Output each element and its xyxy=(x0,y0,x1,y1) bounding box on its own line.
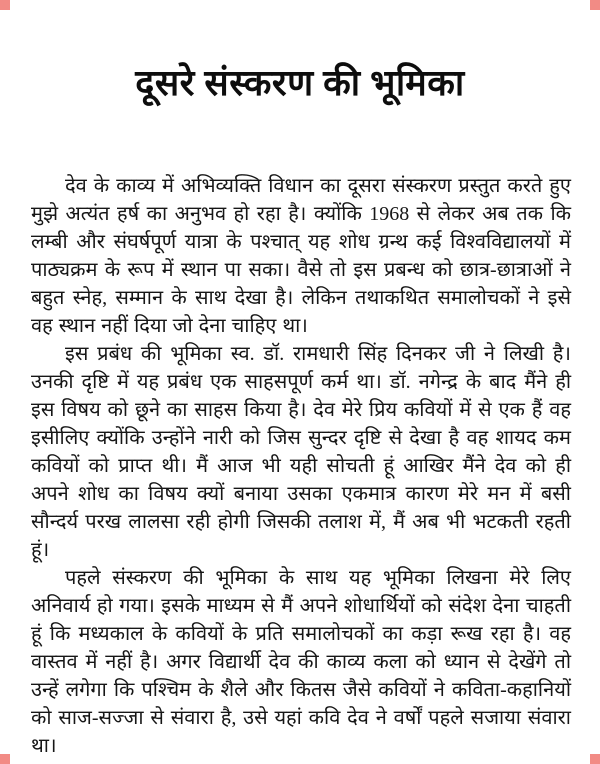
paragraph-1: देव के काव्य में अभिव्यक्ति विधान का दूसरा संस्करण प्रस्तुत करते हुए मुझे अत्यंत हर्ष का अनुभव हो रहा है। क्योंकि 1968 से लेकर अब तक कि लम्बी और संघर्षपूर्ण यात्रा के पश्चात् यह शोध ग्रन्थ कई विश्वविद्यालयों में पाठ्यक्रम के रूप में स्थान पा सका। वैसे तो इस प्रबन्ध को छात्र-छात्राओं ने बहुत स्नेह, सम्मान के साथ देखा है। लेकिन तथाकथित समालोचकों ने इसे वह स्थान नहीं दिया जो देना चाहिए था। xyxy=(31,175,571,337)
body-text-block xyxy=(31,172,571,760)
page-title: दूसरे संस्करण की भूमिका xyxy=(135,63,465,103)
paragraph-3: पहले संस्करण की भूमिका के साथ यह भूमिका लिखना मेरे लिए अनिवार्य हो गया। इसके माध्यम से मैं अपने शोधार्थियों को संदेश देना चाहती हूं कि मध्यकाल के कवियों के प्रति समालोचकों का कड़ा रूख रहा है। वह वास्तव में नहीं है। अगर विद्यार्थी देव की काव्य कला को ध्यान से देखेंगे तो उन्हें लगेगा कि पश्चिम के शैले और कितस जैसे कवियों ने कविता-कहानियों को साज-सज्जा से संवारा है, उसे यहां कवि देव ने वर्षों पहले सजाया संवारा था। xyxy=(31,567,571,757)
corner-registration-mark-bottom-left xyxy=(0,754,10,764)
corner-registration-mark-bottom-right xyxy=(590,754,600,764)
paragraph-2: इस प्रबंध की भूमिका स्व. डॉ. रामधारी सिंह दिनकर जी ने लिखी है। उनकी दृष्टि में यह प्रबंध एक साहसपूर्ण कर्म था। डॉ. नगेन्द्र के बाद मैंने ही इस विषय को छूने का साहस किया है। देव मेरे प्रिय कवियों में से एक हैं वह इसीलिए क्योंकि उन्होंने नारी को जिस सुन्दर दृष्टि से देखा है वह शायद कम कवियों को प्राप्त थी। मैं आज भी यही सोचती हूं आखिर मैंने देव को ही अपने शोध का विषय क्यों बनाया उसका एकमात्र कारण मेरे मन में बसी सौन्दर्य परख लालसा रही होगी जिसकी तलाश में, मैं अब भी भटकती रहती हूं। xyxy=(31,343,571,561)
